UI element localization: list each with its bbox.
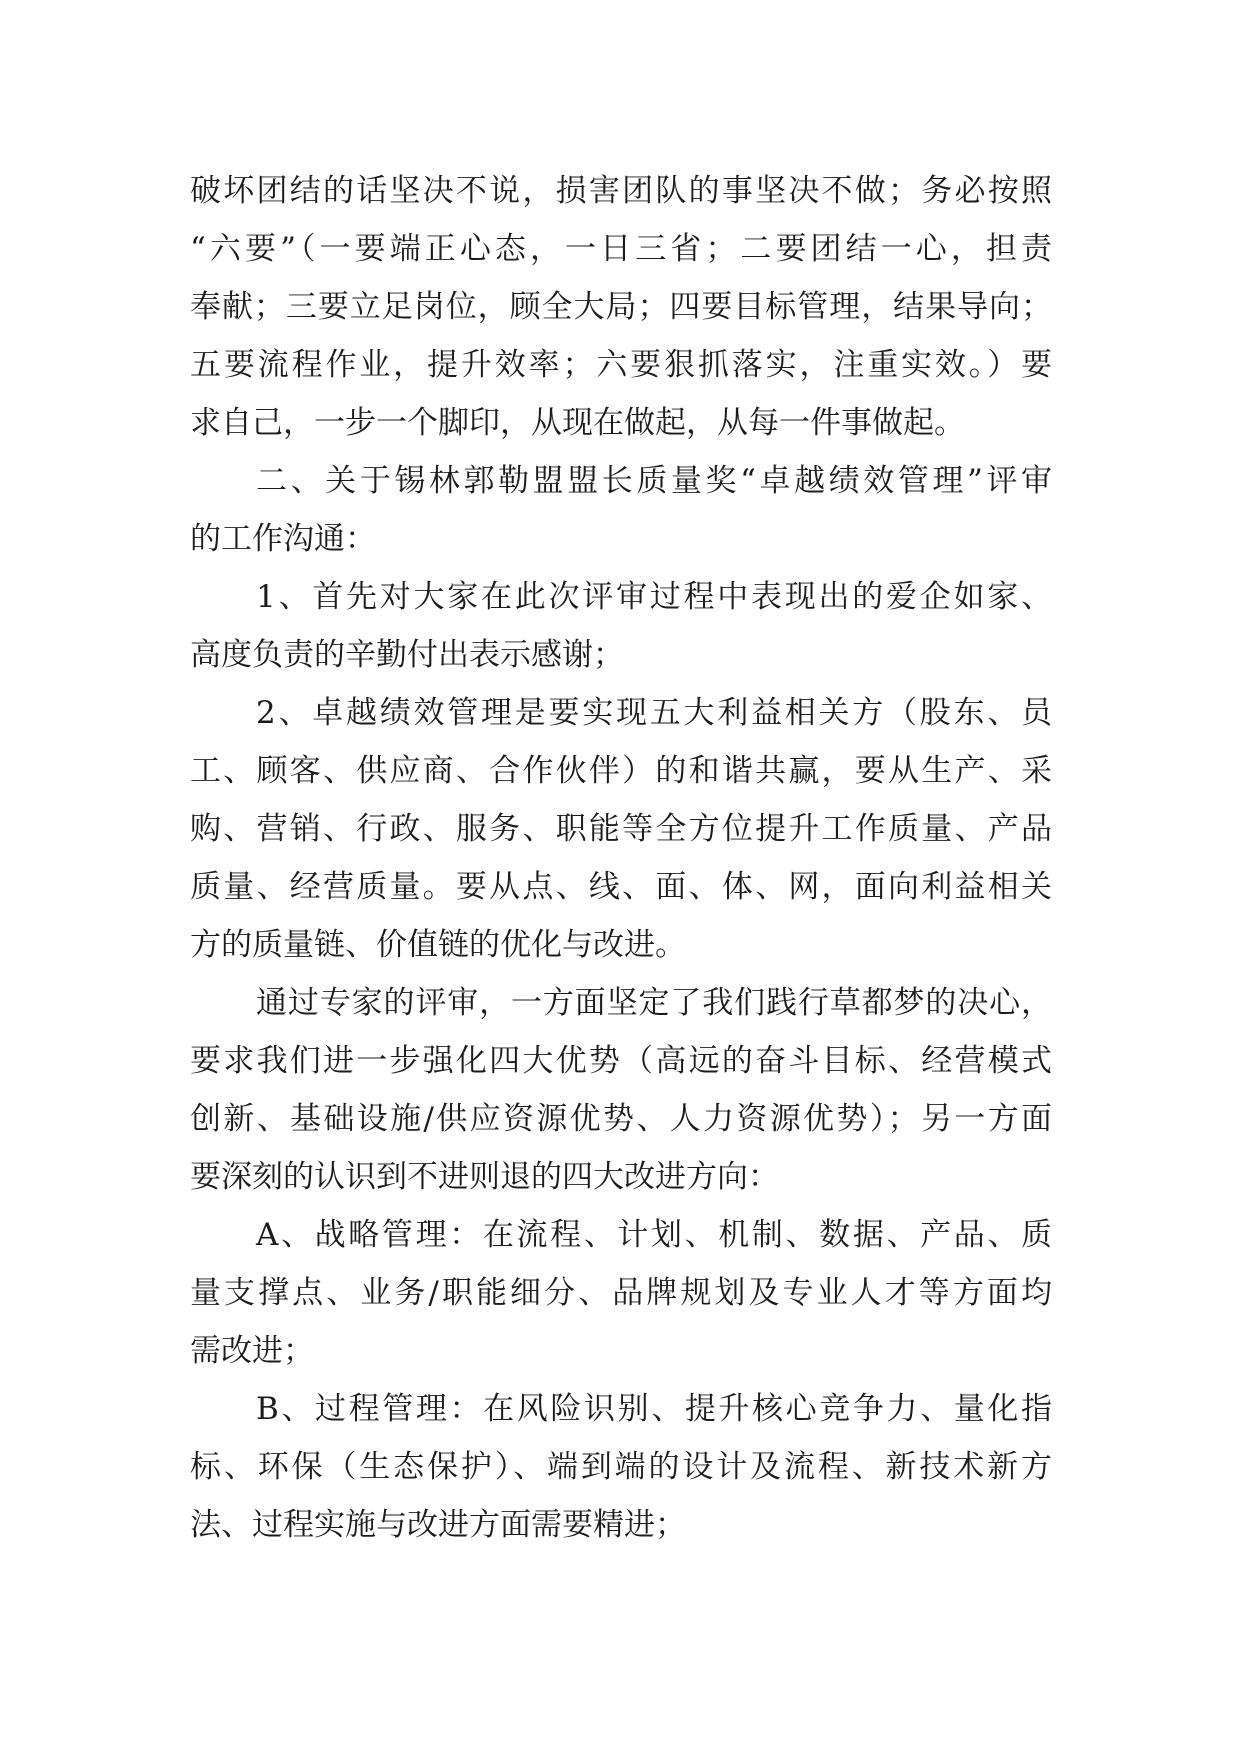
text-line: 求自己，一步一个脚印，从现在做起，从每一件事做起。 [190,405,965,441]
paragraph-item-2 [190,684,1052,974]
text-line: B、过程管理：在风险识别、提升核心竞争力、量化指 [256,1391,1052,1427]
text-line: 需改进； [190,1333,314,1369]
text-line: 标、环保（生态保护）、端到端的设计及流程、新技术新方 [190,1449,1052,1485]
paragraph-item-1 [190,568,1052,684]
paragraph-item-b [190,1380,1052,1554]
text-line: 法、过程实施与改进方面需要精进； [190,1507,686,1543]
text-line: 要求我们进一步强化四大优势（高远的奋斗目标、经营模式 [190,1043,1052,1079]
text-line: 量支撑点、业务/职能细分、品牌规划及专业人才等方面均 [190,1275,1052,1311]
paragraph-item-a [190,1206,1052,1380]
text-line: 1、首先对大家在此次评审过程中表现出的爱企如家、 [256,579,1052,615]
text-line: 方的质量链、价值链的优化与改进。 [190,927,686,963]
text-line: 购、营销、行政、服务、职能等全方位提升工作质量、产品 [190,811,1052,847]
paragraph-expert-review [190,974,1052,1206]
text-line: 破坏团结的话坚决不说，损害团队的事坚决不做；务必按照 [190,173,1052,209]
text-line: 通过专家的评审，一方面坚定了我们践行草都梦的决心， [256,985,1052,1021]
text-line: 奉献；三要立足岗位，顾全大局；四要目标管理，结果导向； [190,289,1052,325]
text-line: 工、顾客、供应商、合作伙伴）的和谐共赢，要从生产、采 [190,753,1052,789]
document-body [190,162,1052,1554]
text-line: A、战略管理：在流程、计划、机制、数据、产品、质 [256,1217,1052,1253]
text-line: 要深刻的认识到不进则退的四大改进方向： [190,1159,779,1195]
section-heading-quality-award [190,452,1052,568]
text-line: 二、关于锡林郭勒盟盟长质量奖“卓越绩效管理”评审 [256,463,1052,499]
text-line: 的工作沟通： [190,521,376,557]
text-line: 2、卓越绩效管理是要实现五大利益相关方（股东、员 [256,695,1052,731]
paragraph-six-requirements [190,162,1052,452]
text-line: 高度负责的辛勤付出表示感谢； [190,637,624,673]
text-line: 创新、基础设施/供应资源优势、人力资源优势）；另一方面 [190,1101,1052,1137]
text-line: 五要流程作业，提升效率；六要狠抓落实，注重实效。）要 [190,347,1052,383]
text-line: “六要”（一要端正心态，一日三省；二要团结一心，担责 [190,231,1052,267]
text-line: 质量、经营质量。要从点、线、面、体、网，面向利益相关 [190,869,1052,905]
